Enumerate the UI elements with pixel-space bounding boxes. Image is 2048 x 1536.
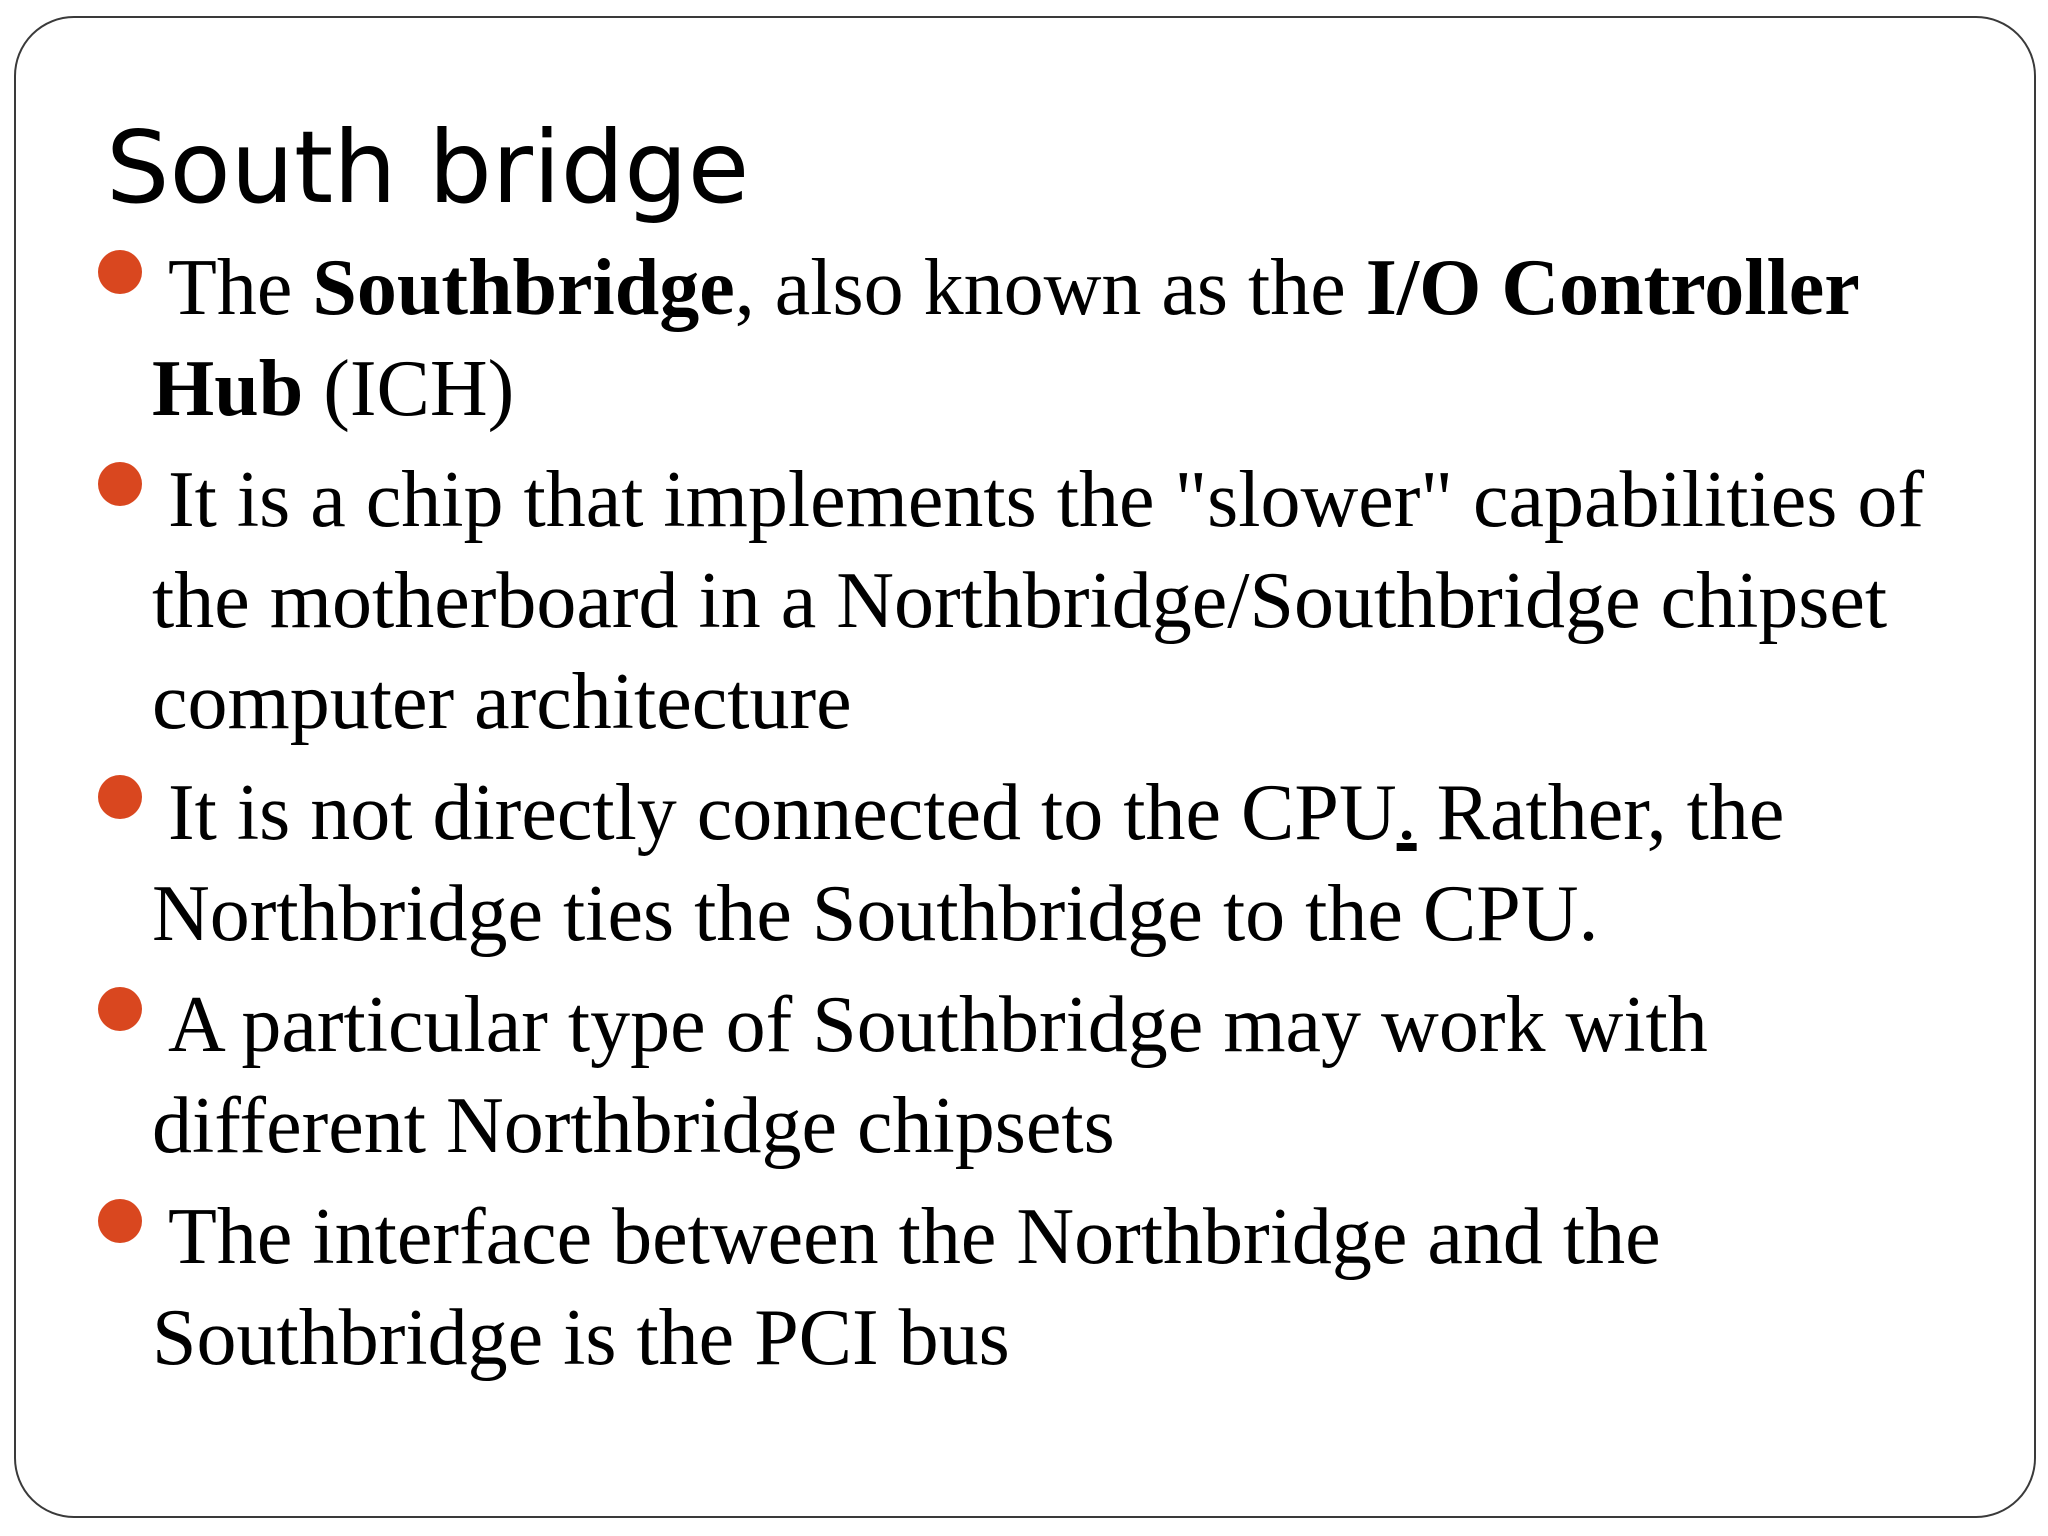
bullet-text xyxy=(152,244,1858,433)
slide xyxy=(14,16,2036,1518)
bullet-item-chip-capabilities xyxy=(16,450,2036,753)
bullet-text: It is a chip that implements the "slower" capabilities of the motherboard in a Northbridge/Southbridge chipset computer architecture xyxy=(152,456,1924,746)
bullet-text xyxy=(152,769,1784,958)
bullet-text-segment: It is not directly connected to the CPU xyxy=(168,769,1397,857)
bullet-item-cpu-connection xyxy=(16,763,2036,965)
bullet-dot-icon xyxy=(98,250,142,294)
bullet-item-northbridge-compatibility xyxy=(16,975,2036,1177)
bullet-text-segment: Rather, the Northbridge ties the Southbridge to the CPU. xyxy=(152,769,1785,958)
bullet-dot-icon xyxy=(98,775,142,819)
underlined-period: . xyxy=(1396,769,1417,857)
bullet-dot-icon xyxy=(98,987,142,1031)
bullet-text-segment: The xyxy=(168,244,313,332)
bold-term-southbridge: Southbridge xyxy=(312,244,735,332)
bullet-list xyxy=(16,238,2036,1399)
bullet-item-southbridge-definition xyxy=(16,238,2036,440)
bullet-dot-icon xyxy=(98,1199,142,1243)
bullet-dot-icon xyxy=(98,462,142,506)
bold-term-io-controller-hub: I/O Controller Hub xyxy=(152,244,1859,433)
bullet-text-segment: (ICH) xyxy=(303,345,515,433)
bullet-text: The interface between the Northbridge and the Southbridge is the PCI bus xyxy=(152,1193,1661,1382)
slide-title: South bridge xyxy=(106,109,750,226)
bullet-item-pci-interface xyxy=(16,1187,2036,1389)
bullet-text: A particular type of Southbridge may work with different Northbridge chipsets xyxy=(152,981,1708,1170)
bullet-text-segment: , also known as the xyxy=(734,244,1366,332)
